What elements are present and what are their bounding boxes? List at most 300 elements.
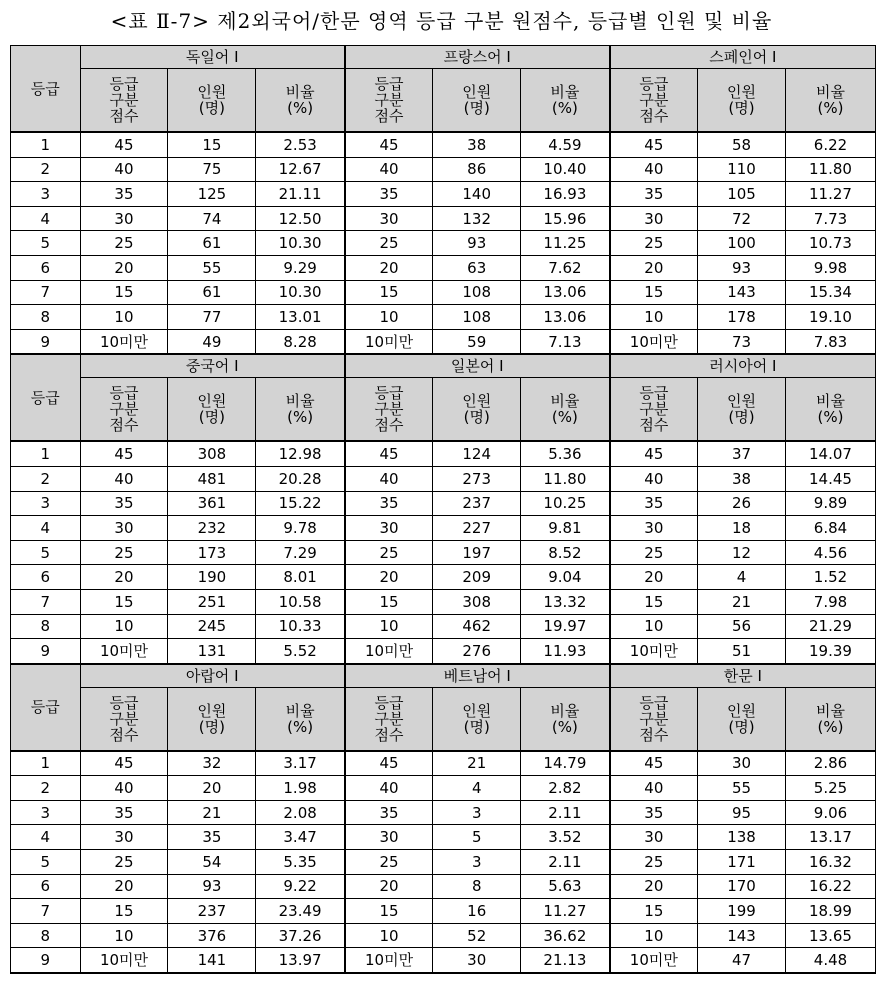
cutoff-score-cell: 30	[610, 516, 698, 541]
count-cell: 61	[168, 231, 256, 256]
cutoff-header-line: 점수	[639, 416, 669, 435]
cutoff-score-cell: 40	[610, 466, 698, 491]
count-cell: 131	[168, 639, 256, 664]
cutoff-score-cell: 35	[80, 491, 168, 516]
count-cell: 30	[433, 948, 521, 973]
cutoff-score-cell: 25	[80, 231, 168, 256]
cutoff-score-cell: 10미만	[610, 948, 698, 973]
ratio-header-line: 비율	[550, 392, 580, 411]
count-cell: 32	[168, 751, 256, 776]
grade-cell: 2	[11, 776, 81, 801]
ratio-cell: 20.28	[256, 466, 345, 491]
ratio-cell: 3.47	[256, 825, 345, 850]
ratio-cell: 2.53	[256, 132, 345, 157]
count-header-line: 인원	[197, 701, 227, 720]
cutoff-header-line: 점수	[639, 725, 669, 744]
cutoff-score-cell: 30	[610, 206, 698, 231]
count-cell: 376	[168, 923, 256, 948]
cutoff-score-cell: 30	[610, 825, 698, 850]
ratio-cell: 10.30	[256, 231, 345, 256]
count-cell: 462	[433, 614, 521, 639]
count-header	[168, 378, 256, 442]
ratio-cell: 11.93	[521, 639, 610, 664]
cutoff-score-cell: 20	[610, 565, 698, 590]
ratio-cell: 6.84	[785, 516, 875, 541]
count-cell: 124	[433, 441, 521, 466]
ratio-cell: 4.59	[521, 132, 610, 157]
cutoff-score-cell: 45	[610, 132, 698, 157]
count-header-line: 인원	[462, 701, 492, 720]
ratio-header-line: 비율	[550, 701, 580, 720]
count-cell: 93	[698, 255, 786, 280]
count-cell: 74	[168, 206, 256, 231]
ratio-header-line: 비율	[815, 701, 845, 720]
cutoff-header-line: 등급	[109, 384, 139, 403]
count-header-line: 인원	[462, 392, 492, 411]
ratio-cell: 3.17	[256, 751, 345, 776]
cutoff-score-cell: 35	[610, 491, 698, 516]
cutoff-score-cell: 35	[345, 491, 433, 516]
cutoff-header-line: 점수	[109, 107, 139, 125]
ratio-cell: 2.86	[785, 751, 875, 776]
cutoff-score-cell: 15	[345, 899, 433, 924]
ratio-cell: 16.22	[785, 874, 875, 899]
cutoff-score-cell: 10미만	[345, 639, 433, 664]
count-cell: 75	[168, 157, 256, 182]
cutoff-score-cell: 40	[345, 776, 433, 801]
table-row	[11, 565, 876, 590]
grade-header: 등급	[11, 664, 81, 751]
cutoff-score-header	[80, 69, 168, 133]
cutoff-score-cell: 10	[345, 923, 433, 948]
count-cell: 47	[698, 948, 786, 973]
cutoff-score-cell: 10	[80, 305, 168, 330]
cutoff-score-cell: 15	[610, 280, 698, 305]
cutoff-score-cell: 25	[610, 850, 698, 875]
count-cell: 481	[168, 466, 256, 491]
cutoff-header-line: 구분	[639, 400, 669, 419]
ratio-cell: 21.29	[785, 614, 875, 639]
subject-name-row	[11, 46, 876, 69]
ratio-cell: 12.50	[256, 206, 345, 231]
count-cell: 21	[168, 800, 256, 825]
table-row	[11, 948, 876, 973]
ratio-header-line: 비율	[285, 392, 315, 411]
cutoff-score-cell: 10	[610, 305, 698, 330]
cutoff-score-cell: 15	[80, 589, 168, 614]
grade-cell: 3	[11, 491, 81, 516]
subject-name: 중국어 Ⅰ	[80, 354, 345, 378]
cutoff-header-line: 점수	[109, 725, 139, 744]
grade-cell: 9	[11, 639, 81, 664]
cutoff-score-cell: 45	[610, 751, 698, 776]
count-cell: 86	[433, 157, 521, 182]
ratio-header	[785, 69, 875, 133]
count-header-line: (명)	[728, 717, 755, 736]
count-cell: 143	[698, 280, 786, 305]
cutoff-score-cell: 45	[345, 132, 433, 157]
ratio-cell: 8.28	[256, 329, 345, 354]
count-cell: 100	[698, 231, 786, 256]
ratio-cell: 10.73	[785, 231, 875, 256]
cutoff-header-line: 구분	[374, 91, 404, 109]
cutoff-score-cell: 30	[345, 516, 433, 541]
ratio-cell: 1.52	[785, 565, 875, 590]
ratio-header-line: (%)	[817, 99, 844, 117]
grade-cell: 3	[11, 800, 81, 825]
count-cell: 237	[433, 491, 521, 516]
count-header	[168, 69, 256, 133]
ratio-cell: 19.39	[785, 639, 875, 664]
table-row	[11, 923, 876, 948]
grade-cell: 8	[11, 923, 81, 948]
ratio-header	[785, 378, 875, 442]
count-cell: 4	[698, 565, 786, 590]
subject-name: 아랍어 Ⅰ	[80, 664, 345, 688]
count-cell: 209	[433, 565, 521, 590]
count-cell: 110	[698, 157, 786, 182]
cutoff-header-line: 등급	[109, 75, 139, 93]
grade-cell: 1	[11, 132, 81, 157]
table-row	[11, 639, 876, 664]
table-row	[11, 157, 876, 182]
ratio-header-line: 비율	[550, 83, 580, 101]
ratio-cell: 14.45	[785, 466, 875, 491]
table-row	[11, 132, 876, 157]
subject-name: 러시아어 Ⅰ	[610, 354, 876, 378]
table-title: <표 Ⅱ-7> 제2외국어/한문 영역 등급 구분 원점수, 등급별 인원 및 비율	[110, 9, 773, 33]
count-cell: 190	[168, 565, 256, 590]
count-cell: 5	[433, 825, 521, 850]
ratio-cell: 16.32	[785, 850, 875, 875]
ratio-cell: 5.35	[256, 850, 345, 875]
cutoff-score-cell: 20	[610, 874, 698, 899]
cutoff-score-cell: 10	[345, 305, 433, 330]
ratio-cell: 23.49	[256, 899, 345, 924]
cutoff-score-header	[345, 69, 433, 133]
grade-cell: 2	[11, 157, 81, 182]
cutoff-score-cell: 20	[80, 874, 168, 899]
ratio-cell: 1.98	[256, 776, 345, 801]
cutoff-score-cell: 35	[345, 182, 433, 207]
subject-name: 일본어 Ⅰ	[345, 354, 610, 378]
grade-cell: 1	[11, 751, 81, 776]
ratio-cell: 8.01	[256, 565, 345, 590]
count-cell: 26	[698, 491, 786, 516]
ratio-header-line: (%)	[551, 408, 578, 427]
table-row	[11, 305, 876, 330]
grade-cell: 5	[11, 231, 81, 256]
ratio-cell: 7.29	[256, 540, 345, 565]
count-cell: 95	[698, 800, 786, 825]
ratio-cell: 15.22	[256, 491, 345, 516]
grade-cell: 5	[11, 540, 81, 565]
count-header-line: (명)	[198, 99, 225, 117]
count-header-line: (명)	[728, 408, 755, 427]
ratio-header-line: 비율	[815, 392, 845, 411]
count-cell: 54	[168, 850, 256, 875]
count-cell: 20	[168, 776, 256, 801]
grade-cell: 6	[11, 874, 81, 899]
cutoff-score-cell: 45	[345, 441, 433, 466]
cutoff-score-cell: 35	[80, 800, 168, 825]
table-row	[11, 874, 876, 899]
cutoff-score-cell: 40	[80, 776, 168, 801]
count-cell: 8	[433, 874, 521, 899]
ratio-cell: 9.98	[785, 255, 875, 280]
ratio-header-line: (%)	[817, 408, 844, 427]
cutoff-score-cell: 20	[345, 874, 433, 899]
count-cell: 55	[168, 255, 256, 280]
count-cell: 72	[698, 206, 786, 231]
cutoff-score-cell: 25	[610, 231, 698, 256]
cutoff-score-cell: 15	[345, 589, 433, 614]
count-header	[698, 687, 786, 751]
cutoff-score-header	[80, 687, 168, 751]
table-row	[11, 540, 876, 565]
subject-name: 베트남어 Ⅰ	[345, 664, 610, 688]
ratio-cell: 13.97	[256, 948, 345, 973]
cutoff-score-cell: 30	[345, 825, 433, 850]
grade-header: 등급	[11, 46, 81, 133]
cutoff-score-header	[610, 378, 698, 442]
grade-cell: 3	[11, 182, 81, 207]
cutoff-header-line: 등급	[374, 693, 404, 712]
cutoff-score-cell: 10	[80, 923, 168, 948]
cutoff-score-cell: 35	[80, 182, 168, 207]
cutoff-score-cell: 25	[610, 540, 698, 565]
count-cell: 35	[168, 825, 256, 850]
count-header-line: 인원	[727, 701, 756, 720]
ratio-cell: 9.04	[521, 565, 610, 590]
ratio-cell: 3.52	[521, 825, 610, 850]
count-header-line: (명)	[463, 99, 490, 117]
subject-name: 한문 Ⅰ	[610, 664, 876, 688]
count-cell: 108	[433, 305, 521, 330]
ratio-cell: 8.52	[521, 540, 610, 565]
ratio-cell: 9.06	[785, 800, 875, 825]
cutoff-score-cell: 45	[80, 751, 168, 776]
count-header-line: 인원	[727, 392, 756, 411]
table-row	[11, 850, 876, 875]
count-cell: 15	[168, 132, 256, 157]
cutoff-score-cell: 30	[80, 206, 168, 231]
count-cell: 37	[698, 441, 786, 466]
cutoff-score-cell: 25	[80, 540, 168, 565]
count-cell: 227	[433, 516, 521, 541]
grade-cell: 6	[11, 255, 81, 280]
cutoff-score-cell: 25	[345, 850, 433, 875]
cutoff-score-cell: 10미만	[610, 639, 698, 664]
ratio-header-line: (%)	[287, 99, 314, 117]
ratio-header-line: 비율	[285, 83, 315, 101]
count-cell: 251	[168, 589, 256, 614]
ratio-cell: 13.65	[785, 923, 875, 948]
count-header-line: 인원	[197, 83, 227, 101]
count-cell: 308	[433, 589, 521, 614]
table-row	[11, 255, 876, 280]
cutoff-score-cell: 30	[80, 516, 168, 541]
grade-cell: 7	[11, 589, 81, 614]
cutoff-header-line: 등급	[639, 693, 669, 712]
cutoff-score-cell: 35	[610, 800, 698, 825]
count-header	[433, 378, 521, 442]
count-cell: 273	[433, 466, 521, 491]
ratio-cell: 6.22	[785, 132, 875, 157]
grade-cell: 5	[11, 850, 81, 875]
ratio-cell: 2.82	[521, 776, 610, 801]
count-cell: 125	[168, 182, 256, 207]
table-row	[11, 899, 876, 924]
count-cell: 3	[433, 800, 521, 825]
ratio-header-line: 비율	[815, 83, 845, 101]
cutoff-score-cell: 10미만	[80, 329, 168, 354]
count-header	[168, 687, 256, 751]
count-cell: 58	[698, 132, 786, 157]
ratio-cell: 19.97	[521, 614, 610, 639]
cutoff-score-cell: 45	[610, 441, 698, 466]
cutoff-score-cell: 10미만	[80, 639, 168, 664]
table-row	[11, 516, 876, 541]
ratio-cell: 5.52	[256, 639, 345, 664]
count-cell: 30	[698, 751, 786, 776]
ratio-header	[256, 687, 345, 751]
table-row	[11, 589, 876, 614]
ratio-header	[256, 378, 345, 442]
cutoff-score-cell: 45	[80, 441, 168, 466]
cutoff-score-cell: 25	[345, 231, 433, 256]
ratio-cell: 11.27	[785, 182, 875, 207]
grade-cell: 4	[11, 516, 81, 541]
grade-cell: 8	[11, 305, 81, 330]
ratio-cell: 9.89	[785, 491, 875, 516]
ratio-cell: 13.06	[521, 280, 610, 305]
count-cell: 108	[433, 280, 521, 305]
cutoff-score-cell: 20	[80, 565, 168, 590]
ratio-cell: 5.25	[785, 776, 875, 801]
cutoff-score-cell: 40	[80, 157, 168, 182]
table-row	[11, 280, 876, 305]
count-header	[433, 687, 521, 751]
count-cell: 16	[433, 899, 521, 924]
count-cell: 12	[698, 540, 786, 565]
count-header-line: (명)	[198, 717, 225, 736]
count-cell: 21	[433, 751, 521, 776]
ratio-cell: 9.78	[256, 516, 345, 541]
ratio-cell: 11.80	[785, 157, 875, 182]
count-cell: 93	[433, 231, 521, 256]
cutoff-score-cell: 10	[610, 614, 698, 639]
count-cell: 232	[168, 516, 256, 541]
grade-cell: 9	[11, 948, 81, 973]
table-row	[11, 466, 876, 491]
cutoff-header-line: 점수	[109, 416, 139, 435]
column-header-row	[11, 69, 876, 133]
ratio-cell: 10.58	[256, 589, 345, 614]
table-row	[11, 614, 876, 639]
count-cell: 138	[698, 825, 786, 850]
ratio-cell: 9.29	[256, 255, 345, 280]
ratio-cell: 5.63	[521, 874, 610, 899]
count-header	[433, 69, 521, 133]
ratio-cell: 9.81	[521, 516, 610, 541]
ratio-cell: 2.11	[521, 850, 610, 875]
ratio-cell: 19.10	[785, 305, 875, 330]
cutoff-score-cell: 40	[610, 157, 698, 182]
cutoff-score-header	[610, 69, 698, 133]
count-cell: 143	[698, 923, 786, 948]
cutoff-header-line: 구분	[374, 400, 404, 419]
count-cell: 237	[168, 899, 256, 924]
cutoff-score-cell: 40	[345, 157, 433, 182]
cutoff-score-cell: 25	[345, 540, 433, 565]
table-row	[11, 329, 876, 354]
cutoff-header-line: 구분	[109, 91, 139, 109]
subject-name: 스페인어 Ⅰ	[610, 46, 876, 69]
cutoff-score-cell: 10	[610, 923, 698, 948]
ratio-header-line: (%)	[287, 408, 314, 427]
ratio-cell: 13.32	[521, 589, 610, 614]
count-cell: 132	[433, 206, 521, 231]
ratio-cell: 12.67	[256, 157, 345, 182]
count-header-line: (명)	[463, 717, 490, 736]
count-cell: 245	[168, 614, 256, 639]
ratio-cell: 10.40	[521, 157, 610, 182]
cutoff-score-cell: 40	[610, 776, 698, 801]
ratio-header-line: 비율	[285, 701, 315, 720]
count-cell: 18	[698, 516, 786, 541]
subject-name: 독일어 Ⅰ	[80, 46, 345, 69]
count-header	[698, 378, 786, 442]
count-cell: 197	[433, 540, 521, 565]
count-cell: 38	[698, 466, 786, 491]
ratio-cell: 7.73	[785, 206, 875, 231]
count-header-line: (명)	[463, 408, 490, 427]
ratio-cell: 5.36	[521, 441, 610, 466]
cutoff-header-line: 등급	[639, 75, 669, 93]
column-header-row	[11, 687, 876, 751]
count-cell: 308	[168, 441, 256, 466]
count-header-line: (명)	[198, 408, 225, 427]
table-body	[11, 46, 876, 974]
cutoff-header-line: 구분	[109, 400, 139, 419]
count-cell: 51	[698, 639, 786, 664]
ratio-cell: 11.25	[521, 231, 610, 256]
ratio-cell: 7.62	[521, 255, 610, 280]
count-header-line: 인원	[197, 392, 227, 411]
grade-cell: 2	[11, 466, 81, 491]
count-cell: 77	[168, 305, 256, 330]
ratio-cell: 15.34	[785, 280, 875, 305]
cutoff-score-cell: 20	[345, 565, 433, 590]
table-row	[11, 776, 876, 801]
ratio-cell: 10.30	[256, 280, 345, 305]
table-row	[11, 825, 876, 850]
ratio-header	[521, 687, 610, 751]
grade-header: 등급	[11, 354, 81, 441]
grade-cell: 4	[11, 206, 81, 231]
cutoff-score-cell: 15	[610, 899, 698, 924]
grade-cell: 7	[11, 280, 81, 305]
count-cell: 21	[698, 589, 786, 614]
ratio-cell: 7.13	[521, 329, 610, 354]
ratio-header	[785, 687, 875, 751]
count-cell: 361	[168, 491, 256, 516]
table-row	[11, 231, 876, 256]
count-cell: 59	[433, 329, 521, 354]
count-cell: 55	[698, 776, 786, 801]
cutoff-score-cell: 35	[345, 800, 433, 825]
